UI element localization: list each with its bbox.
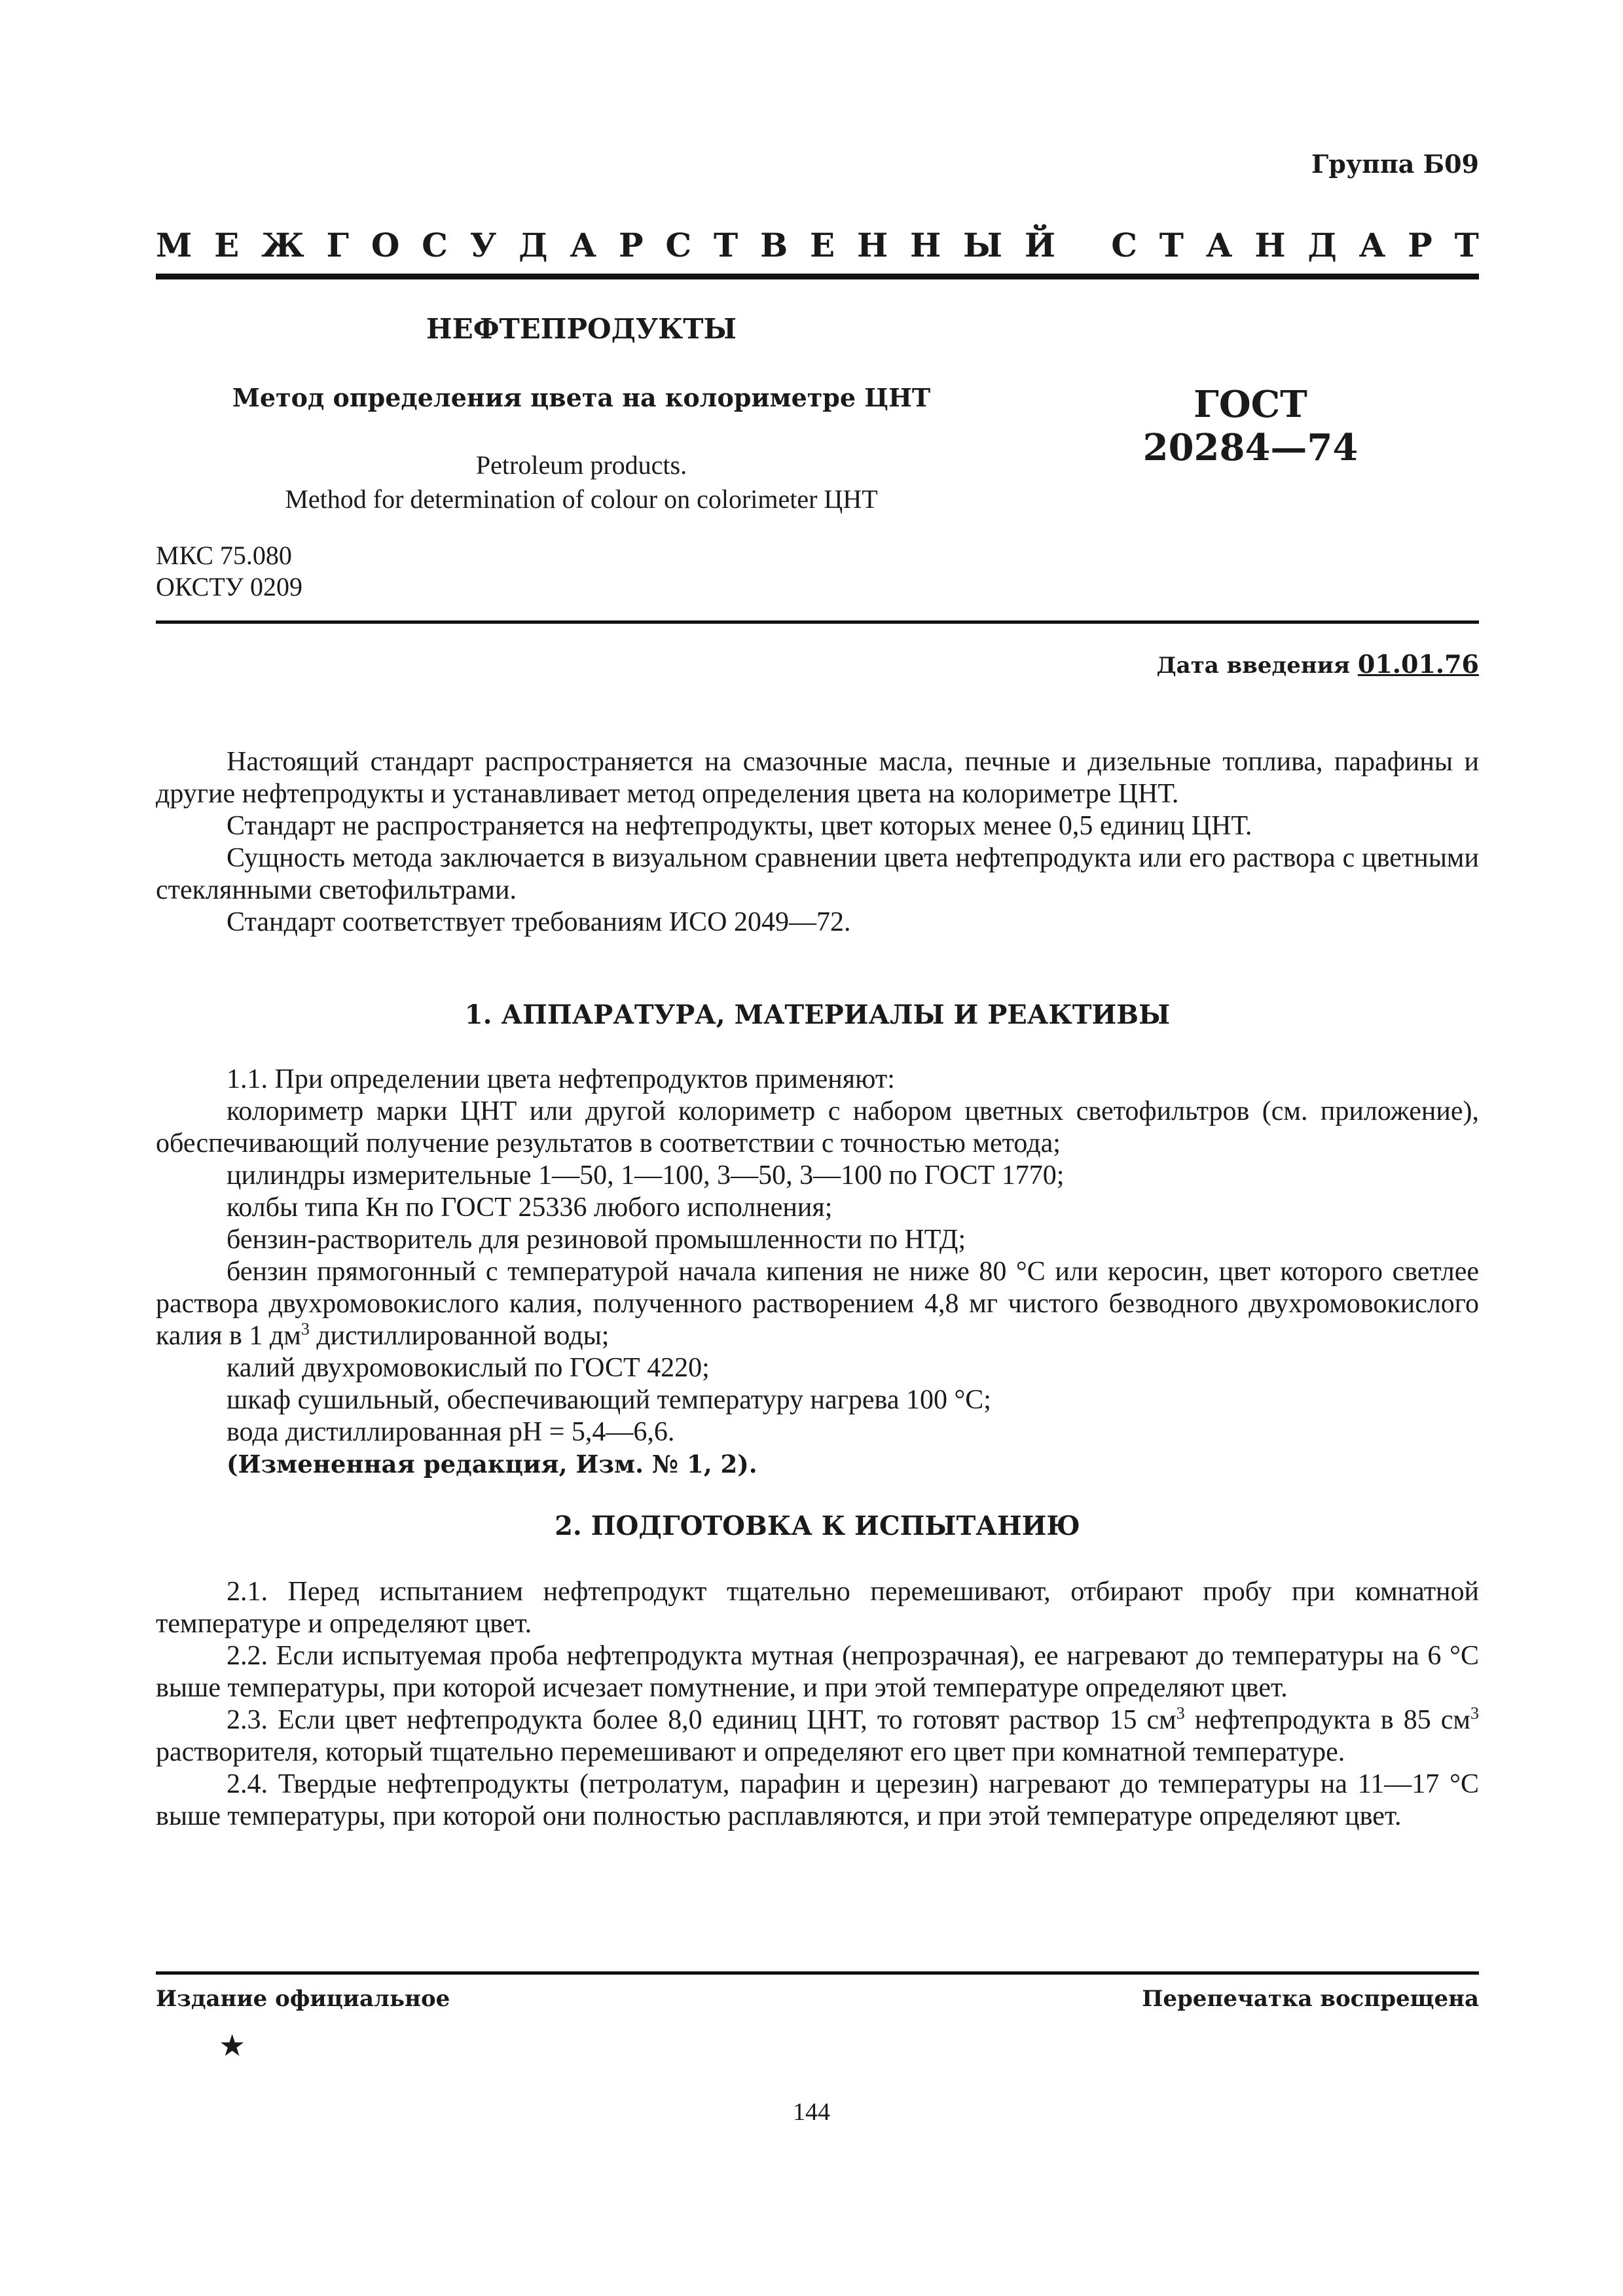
banner-letter: Д [1307, 226, 1337, 264]
superscript: 3 [1176, 1704, 1185, 1723]
banner-letter: В [759, 226, 788, 264]
section-1-text [156, 1064, 1479, 1480]
banner-letter: Ы [963, 226, 1003, 264]
section-2-text [156, 1576, 1479, 1833]
gost-code: 20284—74 [1142, 426, 1359, 469]
date-value: 01.01.76 [1357, 649, 1479, 679]
banner-gap [1078, 226, 1089, 265]
document-title: НЕФТЕПРОДУКТЫ [426, 313, 737, 345]
paragraph: Настоящий стандарт распространяется на смазочные масла, печные и дизельные топлива, парафины и другие нефтепродукты и устанавливает метод определения цвета на колориметре ЦНТ. [156, 747, 1479, 809]
paragraph: 2.4. Твердые нефтепродукты (петролатум, парафин и церезин) нагревают до температуры на 11—17 °С выше температуры, при которой они полностью расплавляются, и при этой температуре определяют цвет. [156, 1769, 1479, 1831]
introduction-date [1156, 649, 1479, 679]
text-run: растворителя, который тщательно перемешивают и определяют его цвет при комнатной температуре. [156, 1737, 1345, 1767]
paragraph: Стандарт не распространяется на нефтепродукты, цвет которых менее 0,5 единиц ЦНТ. [227, 811, 1252, 841]
gost-label: ГОСТ [1194, 383, 1307, 426]
section-heading: 1. АППАРАТУРА, МАТЕРИАЛЫ И РЕАКТИВЫ [464, 999, 1171, 1030]
banner-letter: Д [519, 226, 548, 264]
document-subtitle: Метод определения цвета на колориметре ЦНТ [232, 383, 931, 412]
paragraph: бензин-растворитель для резиновой промышленности по НТД; [227, 1225, 966, 1255]
title-rule [156, 620, 1479, 624]
banner-letter: Р [618, 226, 644, 264]
standard-banner [156, 226, 1479, 265]
banner-letter: А [1205, 226, 1233, 264]
paragraph: колбы типа Кн по ГОСТ 25336 любого исполнения; [227, 1193, 833, 1223]
banner-letter: Й [1024, 226, 1056, 264]
header-rule [156, 274, 1479, 279]
banner-letter: Н [1254, 226, 1286, 264]
paragraph: Сущность метода заключается в визуальном сравнении цвета нефтепродукта или его раствора с цветными стеклянными светофильтрами. [156, 843, 1479, 905]
page-number: 144 [793, 2098, 830, 2126]
star-icon: ★ [219, 2028, 246, 2063]
banner-letter: Р [1408, 226, 1432, 264]
banner-letter: Т [1454, 226, 1479, 264]
banner-letter: Т [1159, 226, 1184, 264]
banner-letter: Т [713, 226, 739, 264]
official-edition-note: Издание официальное [156, 1986, 450, 2012]
banner-letter: А [1359, 226, 1386, 264]
banner-letter: С [1111, 226, 1137, 264]
banner-letter: А [570, 226, 597, 264]
mks-code: МКС 75.080 [156, 541, 292, 570]
paragraph: Стандарт соответствует требованиям ИСО 2049—72. [227, 907, 851, 937]
banner-letter: Е [810, 226, 835, 264]
text-run: 2.3. Если цвет нефтепродукта более 8,0 единиц ЦНТ, то готовят раствор 15 см [227, 1705, 1176, 1735]
english-title-line: Method for determination of colour on colorimeter ЦНТ [285, 484, 878, 514]
superscript: 3 [301, 1319, 310, 1338]
banner-letter: Н [909, 226, 941, 264]
paragraph [156, 1704, 1479, 1768]
paragraph: 2.1. Перед испытанием нефтепродукт тщательно перемешивают, отбирают пробу при комнатной температуре и определяют цвет. [156, 1577, 1479, 1639]
paragraph [156, 1256, 1479, 1352]
banner-letter: У [469, 226, 497, 264]
banner-letter: Е [214, 226, 240, 264]
amendment-note: (Измененная редакция, Изм. № 1, 2). [227, 1450, 757, 1479]
reprint-prohibited-note: Перепечатка воспрещена [1142, 1986, 1479, 2012]
okstu-code: ОКСТУ 0209 [156, 572, 303, 601]
paragraph: цилиндры измерительные 1—50, 1—100, 3—50, 3—100 по ГОСТ 1770; [227, 1160, 1065, 1191]
paragraph: калий двухромовокислый по ГОСТ 4220; [227, 1353, 710, 1383]
gost-number [1106, 383, 1395, 469]
text-run: дистиллированной воды; [309, 1321, 610, 1351]
text-run: нефтепродукта в 85 см [1184, 1705, 1470, 1735]
banner-letter: С [665, 226, 692, 264]
section-heading: 2. ПОДГОТОВКА К ИСПЫТАНИЮ [555, 1511, 1080, 1541]
banner-letter: О [371, 226, 400, 264]
banner-letter: Ж [261, 226, 304, 264]
paragraph: колориметр марки ЦНТ или другой колориметр с набором цветных светофильтров (см. приложение), обеспечивающий получение результатов в соответствии с точностью метода; [156, 1096, 1479, 1158]
superscript: 3 [1470, 1704, 1479, 1723]
banner-letter: Г [326, 226, 350, 264]
english-title [156, 448, 1007, 516]
banner-letter: М [156, 226, 192, 264]
banner-letter: С [422, 226, 448, 264]
english-title-line: Petroleum products. [475, 450, 687, 480]
paragraph: вода дистиллированная рН = 5,4—6,6. [227, 1417, 675, 1447]
date-label: Дата введения [1156, 653, 1351, 679]
classification-codes [156, 540, 302, 603]
group-code: Группа Б09 [1311, 149, 1479, 179]
intro-text [156, 746, 1479, 939]
paragraph: шкаф сушильный, обеспечивающий температуру нагрева 100 °С; [227, 1385, 991, 1415]
text-run: бензин прямогонный с температурой начала кипения не ниже 80 °С или керосин, цвет которого светлее раствора двухромовокислого калия, полученного растворением 4,8 мг чистого безводного двухромовокислого калия в 1 дм [156, 1257, 1479, 1351]
banner-letter: Н [856, 226, 888, 264]
paragraph: 2.2. Если испытуемая проба нефтепродукта мутная (непрозрачная), ее нагревают до температуры на 6 °С выше температуры, при которой исчезает помутнение, и при этой температуре определяют цвет. [156, 1641, 1479, 1703]
paragraph: 1.1. При определении цвета нефтепродуктов применяют: [227, 1064, 895, 1094]
footer-rule [156, 1971, 1479, 1975]
